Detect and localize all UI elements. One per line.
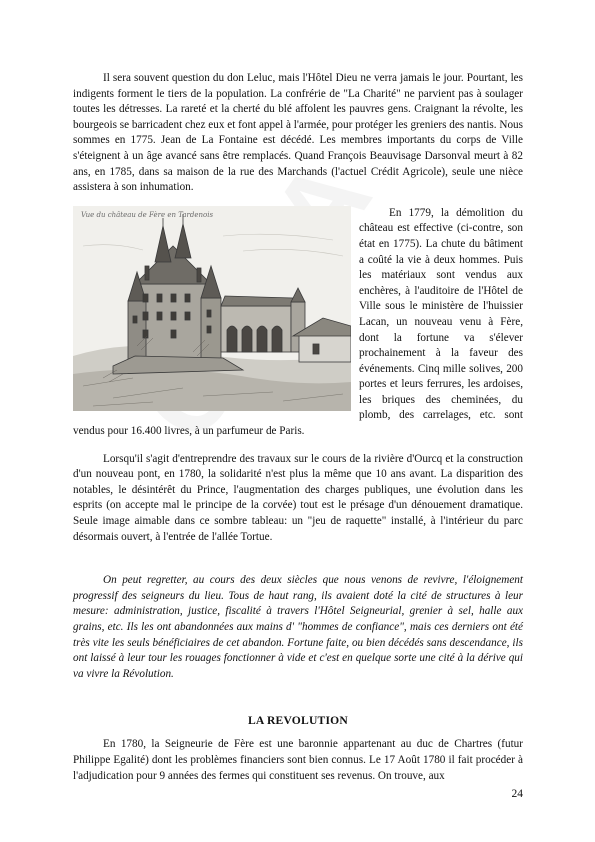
page-body bbox=[73, 71, 523, 784]
paragraph: Lorsqu'il s'agit d'entreprendre des travaux sur le cours de la rivière d'Ourcq et la construction d'un nouveau pont, en 1780, la solidarité n'est plus la même que 10 ans avant. La disparition des notables, le désintérêt du Prince, l'augmentation des charges publiques, une évolution dans les esprits (on accepte mal le principe de la corvée) tout est le présage d'un dénouement dramatique. Seule image aimable dans ce sombre tableau: un "jeu de raquette" installé, à l'intérieur du parc désormais ouvert, à l'entrée de l'allée Tortue. bbox=[73, 452, 523, 543]
italic-paragraph: On peut regretter, au cours des deux siècles que nous venons de revivre, l'éloignement progressif des seigneurs du lieu. Tous de haut rang, ils avaient doté la cité de structures à leur mesure: administration, justice, fiscalité à travers l'Hôtel Seigneurial, grenier à sel, halle aux grains, etc. Ils les ont abandonnées aux mains d' "hommes de confiance", mais ces derniers ont été très vite les seuls bénéficiaires de cet abandon. Fortune faite, ou bien décédés sans descendance, ils ont laissé à leur tour les rouages fonctionner à vide et c'est en quelque sorte une cité à la dérive qui va vivre la Révolution. bbox=[73, 574, 523, 680]
paragraph: En 1780, la Seigneurie de Fère est une baronnie appartenant au duc de Chartres (futur Philippe Egalité) dont les problèmes financiers sont bien connus. Le 17 Août 1780 il fait procéder à l'adjudication pour 9 années des fermes qui constituent ses revenus. On trouve, aux bbox=[73, 738, 523, 782]
castle-sketch-image bbox=[73, 206, 351, 411]
figure-with-text bbox=[73, 206, 523, 440]
paragraph: Il sera souvent question du don Leluc, mais l'Hôtel Dieu ne verra jamais le jour. Pourtant, les indigents forment le tiers de la population. La confrérie de "La Charité" ne parvient pas à soulager toutes les détresses. La rareté et la cherté du blé affolent les pauvres gens. Craignant la révolte, les bourgeois se barricadent chez eux et font appel à l'armée, pour protéger les greniers des nantis. Nous sommes en 1775. Jean de La Fontaine est décédé. Les membres importants du corps de Ville s'éteignent à un âge avancé sans être remplacés. Quand François Beauvisage Darsonval meurt à 82 ans, en 1785, dans sa maison de la rue des Marchands (l'actuel Crédit Agricole), seule une nièce assistera à son inhumation. bbox=[73, 72, 523, 194]
sketch-caption: Vue du château de Fère en Tardenois bbox=[81, 210, 214, 219]
section-heading: LA REVOLUTION bbox=[248, 714, 348, 728]
page-number: 24 bbox=[511, 788, 523, 800]
castle-sketch-drawing bbox=[73, 206, 351, 411]
paragraph: En 1779, la démolition du château est effective (ci-contre, son état en 1775). La chute du bâtiment a coûté la vie à deux hommes. Puis les matériaux sont vendus aux enchères, à l'auditoire de l'Hôtel de Ville sous le ministère de l'huissier Lacan, un nouveau venu à Fère, dont la fortune va s'élever prochainement à la faveur des événements. Cinq mille solives, 200 portes et leurs ferrures, les ardoises, les briques des cheminées, du plomb, des carrelages, etc. sont vendus pour 16.400 livres, à un parfumeur de Paris. bbox=[73, 206, 523, 438]
